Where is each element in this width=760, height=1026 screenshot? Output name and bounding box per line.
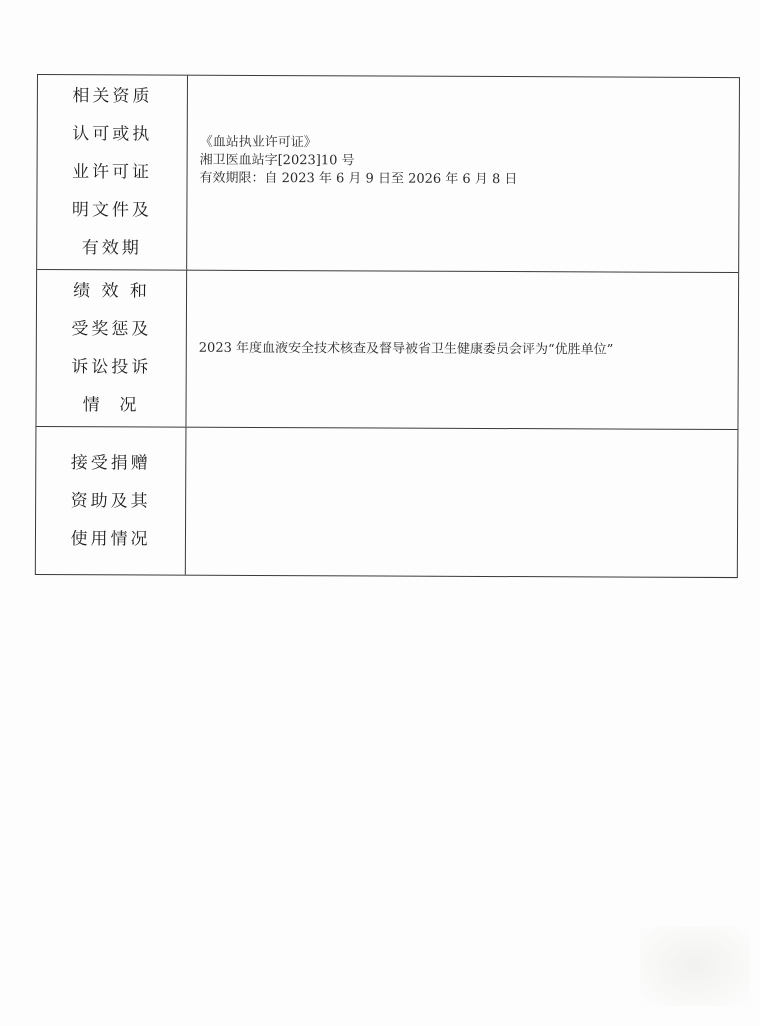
label-line: 认可或执 [72, 124, 153, 145]
label-line: 接受捐赠 [70, 452, 151, 474]
table-row-performance [36, 270, 738, 430]
qualification-label-cell [37, 75, 188, 270]
label-line: 资助及其 [70, 490, 151, 511]
donations-content-cell [186, 428, 738, 577]
performance-label-cell [36, 270, 187, 427]
label-line: 使用情况 [70, 528, 151, 549]
award-text: 2023 年度血液安全技术核查及督导被省卫生健康委员会评为“优胜单位” [198, 340, 614, 358]
table-row-qualification [37, 75, 739, 273]
license-title: 《血站执业许可证》 [199, 134, 317, 151]
label-line: 绩 效 和 [73, 281, 151, 302]
label-line: 业许可证 [72, 162, 153, 183]
info-table [35, 74, 740, 578]
license-validity: 有效期限：自 2023 年 6 月 9 日至 2026 年 6 月 8 日 [199, 170, 518, 188]
table-row-donations [36, 427, 738, 577]
label-line: 诉讼投诉 [71, 357, 152, 378]
label-line: 相关资质 [72, 86, 153, 107]
license-number: 湘卫医血站字[2023]10 号 [199, 152, 355, 169]
donations-label-cell [36, 427, 187, 575]
label-line: 明文件及 [71, 200, 152, 221]
label-line: 受奖惩及 [71, 319, 152, 340]
qualification-content-cell [187, 76, 739, 272]
scan-smudge [640, 926, 750, 1006]
label-line: 有效期 [81, 238, 142, 259]
label-line: 情 况 [82, 395, 140, 416]
performance-content-cell [186, 271, 738, 429]
